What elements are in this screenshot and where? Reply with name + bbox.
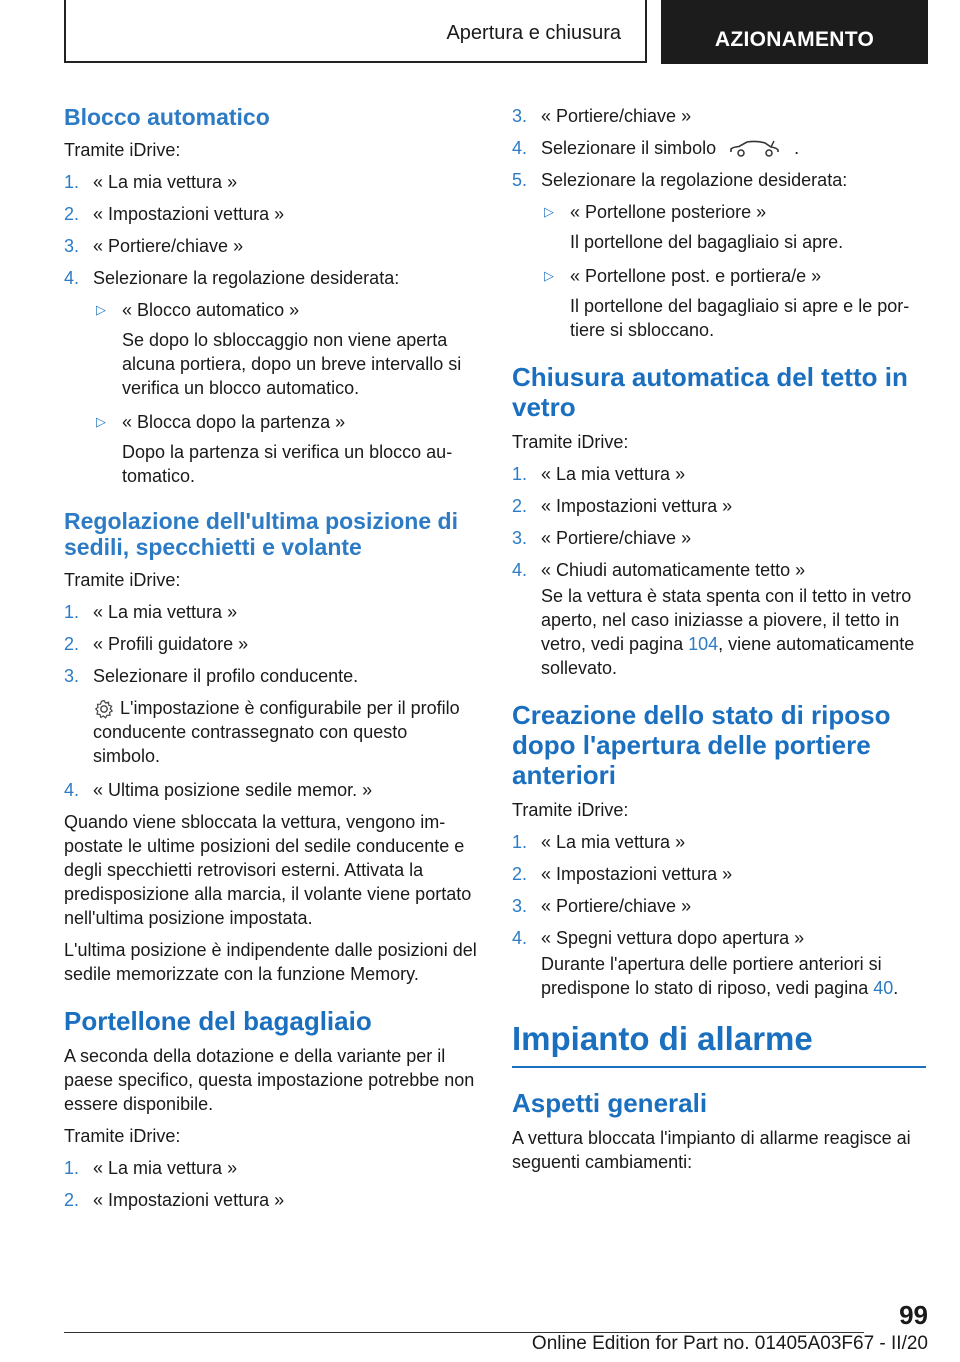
step-number: 1.	[64, 602, 80, 622]
page-number: 99	[899, 1300, 928, 1330]
list-item	[512, 494, 926, 518]
heading-impianto-allarme: Impianto di allarme	[512, 1020, 813, 1058]
intro-text: Tramite iDrive:	[512, 432, 629, 453]
note-text: L'impostazione è configurabile per il profilo conducente contrassegnato con questo simbolo.	[93, 698, 460, 767]
option-description: Se dopo lo sbloccaggio non viene aperta alcuna portiera, dopo un breve intervallo si verifica un blocco automatico.	[122, 330, 462, 398]
list-item	[512, 136, 926, 160]
step-text: « Ultima posizione sedile memor. »	[93, 780, 373, 801]
option-item	[93, 410, 478, 434]
triangle-bullet-icon: ▷	[96, 414, 106, 429]
heading-rule	[512, 1066, 926, 1068]
list-item	[64, 600, 478, 624]
list-item	[512, 168, 926, 192]
steps-list	[64, 600, 478, 802]
page-link[interactable]: 40	[873, 978, 894, 999]
step-text: « Spegni vettura dopo apertura »	[541, 928, 805, 949]
step-description	[541, 584, 926, 680]
intro-text: Tramite iDrive:	[64, 140, 181, 160]
step-text: « Portiere/chiave »	[541, 106, 692, 126]
page-link[interactable]: 104	[688, 634, 719, 655]
list-item	[512, 830, 926, 854]
option-item	[541, 200, 926, 224]
list-item	[512, 526, 926, 550]
profile-note	[93, 696, 478, 768]
step-suffix: .	[794, 138, 800, 158]
option-label: « Portellone post. e portiera/e »	[570, 266, 822, 287]
body-paragraph: A seconda della dotazione e della variante per il paese specifico, questa impostazione potrebbe non essere disponibile.	[64, 1046, 475, 1115]
edition-text: Online Edition for Part no. 01405A03F67 - II/20	[531, 1333, 928, 1354]
triangle-bullet-icon: ▷	[544, 204, 554, 220]
steps-list	[64, 1156, 478, 1212]
triangle-bullet-icon: ▷	[96, 302, 106, 317]
step-number: 2.	[64, 204, 80, 224]
step-number: 4.	[512, 560, 528, 581]
step-number: 1.	[64, 1158, 80, 1179]
steps-list	[512, 104, 926, 192]
step-text: Selezionare il simbolo	[541, 138, 717, 158]
desc-text: , viene automaticamente sollevato.	[541, 634, 915, 679]
intro-text: Tramite iDrive:	[512, 800, 629, 821]
list-item	[64, 170, 478, 194]
heading-stato-riposo: Creazione dello stato di riposo dopo l'apertura delle portiere anteriori	[512, 700, 891, 791]
step-number: 3.	[512, 896, 528, 917]
chapter-tab	[661, 0, 928, 64]
list-item	[512, 104, 926, 128]
list-item	[64, 632, 478, 656]
option-description: Il portellone del bagagliaio si apre e le portiere si sbloccano.	[570, 296, 910, 341]
step-number: 4.	[512, 138, 528, 158]
steps-list	[512, 830, 926, 1000]
intro-text: Tramite iDrive:	[64, 570, 181, 590]
option-label: « Blocco automatico »	[122, 300, 300, 320]
left-column	[64, 104, 478, 1220]
option-item	[93, 298, 478, 322]
desc-text: Se la vettura è stata spenta con il tetto in vetro aperto, nel caso iniziasse a piovere, il tetto in vetro, vedi pagina	[541, 586, 912, 655]
step-text: « Profili guidatore »	[93, 634, 249, 654]
list-item	[64, 778, 478, 802]
heading-portellone: Portellone del bagagliaio	[64, 1006, 372, 1037]
body-paragraph: L'ultima posizione è indipendente dalle posizioni del sedile memorizzate con la funzione Memory.	[64, 940, 477, 985]
step-text: « La mia vettura »	[93, 602, 238, 622]
section-tab	[64, 0, 647, 63]
step-text: « Impostazioni vettura »	[541, 864, 733, 885]
option-description: Il portellone del bagagliaio si apre.	[570, 232, 844, 253]
step-text: Selezionare la regolazione desiderata:	[93, 268, 400, 288]
list-item	[64, 1156, 478, 1180]
option-label: « Portellone posteriore »	[570, 202, 767, 223]
step-text: Selezionare la regolazione desiderata:	[541, 170, 848, 191]
section-title: Apertura e chiusura	[446, 22, 621, 44]
options-list	[541, 200, 926, 342]
gear-profile-icon	[93, 698, 115, 720]
step-text: « Portiere/chiave »	[93, 236, 244, 256]
list-item	[64, 266, 478, 290]
step-number: 2.	[512, 496, 528, 517]
steps-list	[512, 462, 926, 680]
heading-tetto-vetro: Chiusura automatica del tetto in vetro	[512, 362, 908, 423]
step-description	[541, 952, 926, 1000]
step-number: 1.	[512, 464, 528, 485]
step-text: « La mia vettura »	[93, 1158, 238, 1179]
list-item	[64, 1188, 478, 1212]
list-item	[512, 558, 926, 582]
option-label: « Blocca dopo la partenza »	[122, 412, 346, 432]
step-number: 1.	[64, 172, 80, 192]
intro-text: Tramite iDrive:	[64, 1126, 181, 1147]
step-number: 4.	[512, 928, 528, 949]
right-column	[512, 104, 926, 1182]
desc-text: Durante l'apertura delle portiere anteriori si predispone lo stato di riposo, vedi pagina	[541, 954, 882, 999]
list-item	[64, 664, 478, 688]
step-text: Selezionare il profilo conducente.	[93, 666, 359, 686]
step-number: 4.	[64, 268, 80, 288]
step-number: 5.	[512, 170, 528, 191]
step-number: 3.	[512, 106, 528, 126]
list-item	[512, 894, 926, 918]
step-text: « La mia vettura »	[93, 172, 238, 192]
step-number: 3.	[64, 236, 80, 256]
step-number: 4.	[64, 780, 80, 801]
page-header	[64, 0, 928, 66]
option-item	[541, 264, 926, 288]
list-item	[64, 234, 478, 258]
option-description: Dopo la partenza si verifica un blocco automatico.	[122, 442, 453, 486]
desc-text: .	[893, 978, 899, 999]
list-item	[64, 202, 478, 226]
heading-ultima-posizione: Regolazione dell'ultima posizione di sedili, specchietti e volante	[64, 508, 458, 560]
car-tailgate-icon	[727, 138, 783, 160]
list-item	[512, 462, 926, 486]
step-number: 1.	[512, 832, 528, 853]
triangle-bullet-icon: ▷	[544, 268, 554, 284]
heading-blocco-automatico: Blocco automatico	[64, 104, 270, 130]
list-item	[512, 862, 926, 886]
list-item	[512, 926, 926, 950]
step-number: 2.	[64, 634, 80, 654]
step-number: 2.	[64, 1190, 80, 1211]
step-text: « Impostazioni vettura »	[93, 204, 285, 224]
step-text: « Impostazioni vettura »	[93, 1190, 285, 1211]
step-text: « La mia vettura »	[541, 832, 686, 853]
options-list	[93, 298, 478, 488]
step-text-with-icon	[541, 136, 926, 160]
body-paragraph: Quando viene sbloccata la vettura, vengono impostate le ultime posizioni del sedile conducente e degli specchietti retrovisori esterni. Attivata la predisposizione alla marcia, il volante viene portato nell'ultima posizione impostata.	[64, 812, 472, 929]
step-number: 2.	[512, 864, 528, 885]
step-text: « Impostazioni vettura »	[541, 496, 733, 517]
heading-aspetti-generali: Aspetti generali	[512, 1088, 708, 1119]
step-number: 3.	[512, 528, 528, 549]
step-text: « La mia vettura »	[541, 464, 686, 485]
step-text: « Portiere/chiave »	[541, 896, 692, 917]
step-text: « Portiere/chiave »	[541, 528, 692, 549]
step-number: 3.	[64, 666, 80, 686]
body-paragraph: A vettura bloccata l'impianto di allarme reagisce ai seguenti cambiamenti:	[512, 1128, 911, 1173]
step-text: « Chiudi automaticamente tetto »	[541, 560, 806, 581]
steps-list	[64, 170, 478, 290]
chapter-title: AZIONAMENTO	[714, 28, 875, 51]
